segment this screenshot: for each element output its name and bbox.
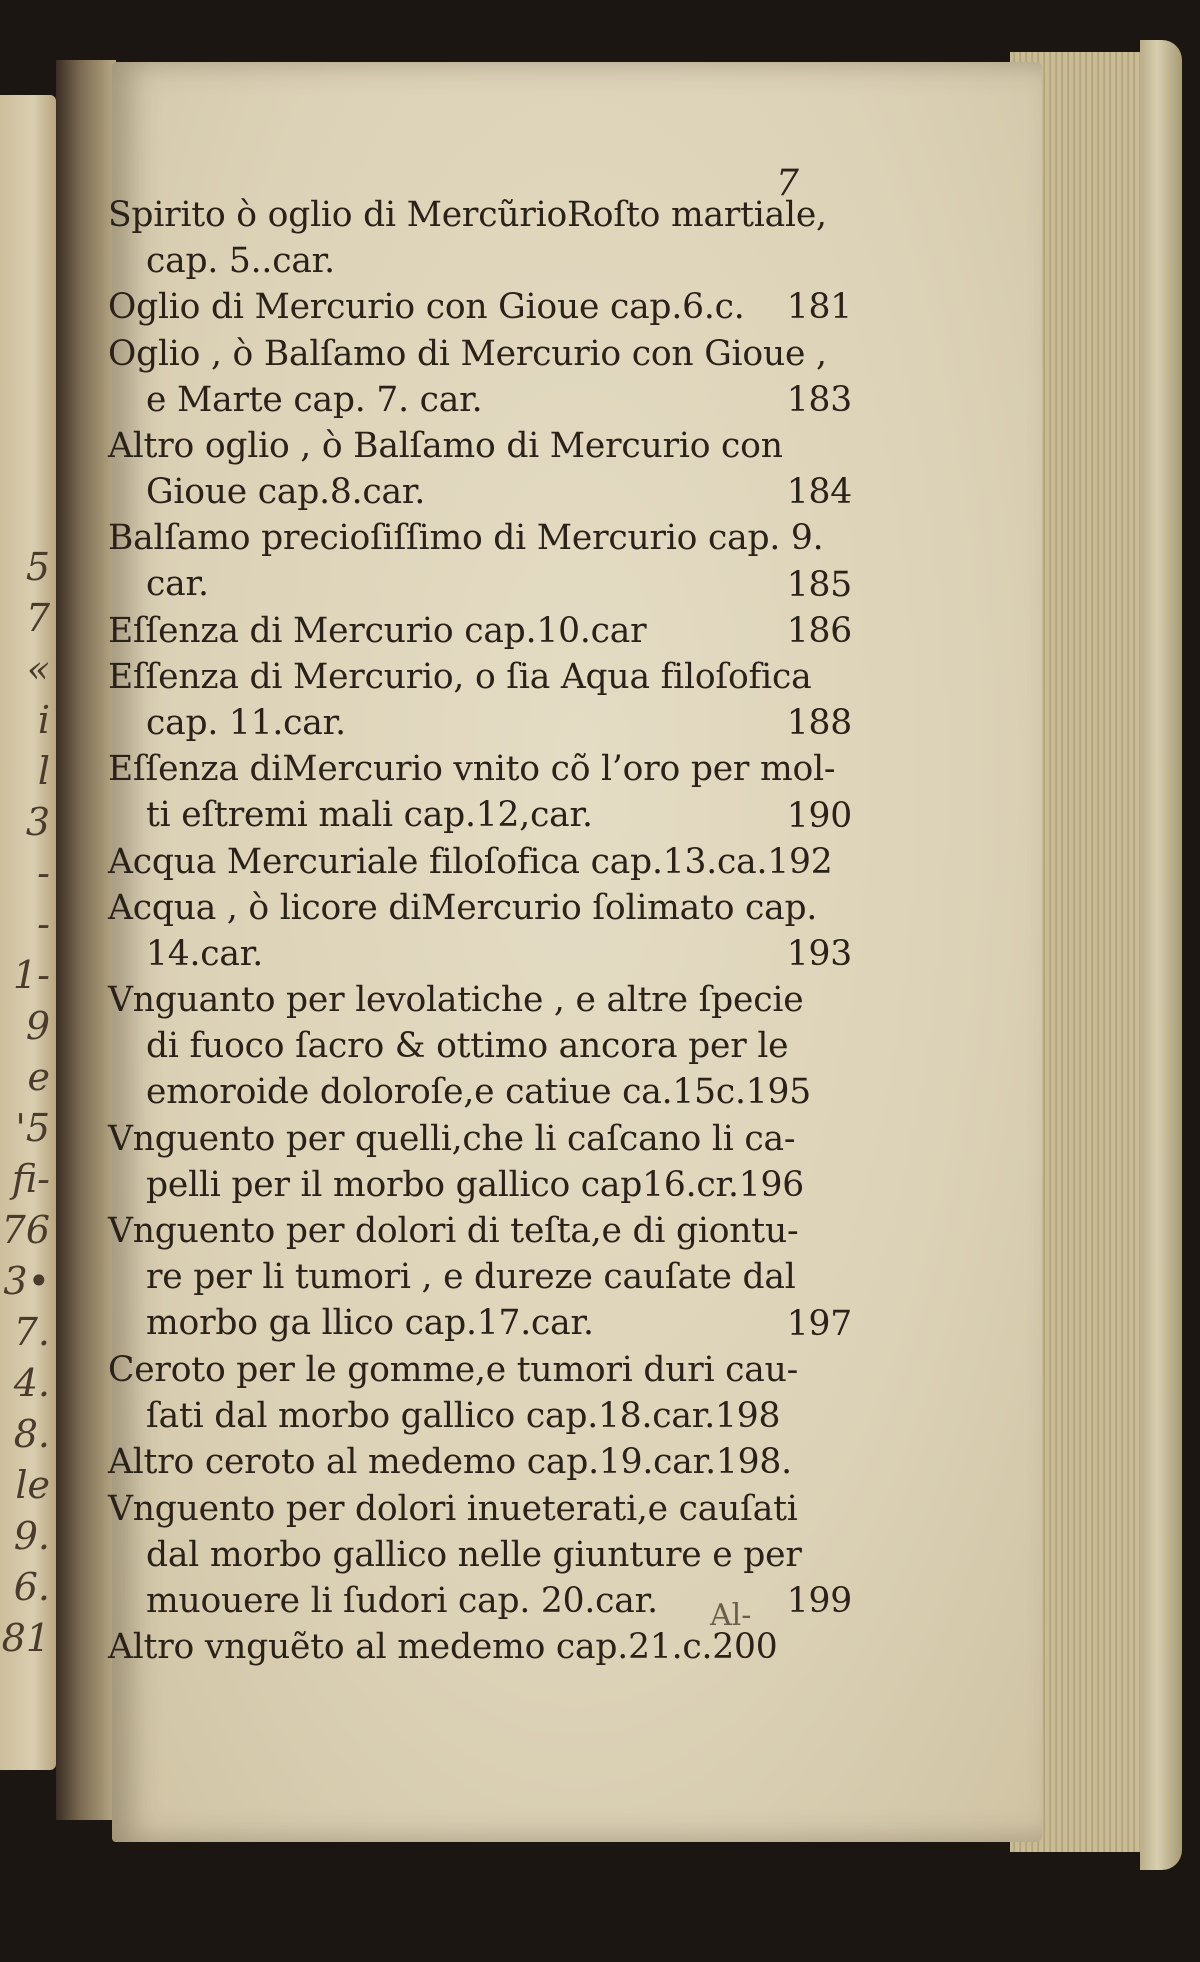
toc-entry-line: Acqua , ò licore diMercurio ſolimato cap. xyxy=(108,888,818,928)
toc-entry xyxy=(108,1211,852,1352)
facing-page-fragment: 81 xyxy=(1,1616,50,1660)
facing-page-fragment: 9. xyxy=(13,1514,50,1558)
toc-entry-page: 188 xyxy=(786,703,852,744)
toc-entry-line: cap. 5..car. xyxy=(146,241,335,281)
toc-entry-page: 199 xyxy=(786,1580,852,1621)
toc-entry-line: muouere li ſudori cap. 20.car. xyxy=(146,1580,658,1621)
book-gutter xyxy=(56,60,116,1820)
toc-entry xyxy=(108,426,852,521)
toc-entry-line: di fuoco ſacro & ottimo ancora per le xyxy=(146,1026,789,1067)
toc-entry xyxy=(108,841,848,891)
facing-page-fragment: 3 xyxy=(25,800,50,844)
facing-page-fragment: e xyxy=(27,1055,50,1099)
facing-page-fragment: - xyxy=(37,851,50,895)
toc-entry xyxy=(108,1350,848,1445)
toc-entry-line: Vnguento per dolori inueterati,e cauſati xyxy=(108,1488,798,1529)
facing-page-fragment: - xyxy=(37,902,50,946)
toc-entry-page: 186 xyxy=(786,610,852,651)
facing-page-fragment: le xyxy=(15,1463,50,1507)
toc-entry-line: re per li tumori , e dureze cauſate dal xyxy=(146,1257,796,1298)
toc-entry-line: Vnguento per quelli,che li caſcano li ca- xyxy=(108,1119,796,1159)
toc-entry-line: Acqua Mercuriale filoſofica cap.13.ca.192 xyxy=(108,841,833,882)
toc-entry-line: Eſſenza di Mercurio, o ſia Aqua filoſofica xyxy=(108,657,812,697)
facing-page-fragment: 4. xyxy=(13,1361,50,1405)
toc-entry-line: Eſſenza di Mercurio cap.10.car xyxy=(108,610,647,651)
cover-edge xyxy=(1140,40,1182,1870)
toc-entry xyxy=(108,888,852,983)
toc-entry-line: Spirito ò oglio di MercũrioRoſto martiale, xyxy=(108,195,827,235)
facing-page-fragment: '5 xyxy=(15,1106,50,1150)
toc-entry-line: pelli per il morbo gallico cap16.cr.196 xyxy=(146,1165,805,1205)
toc-entry-line: Oglio , ò Balſamo di Mercurio con Gioue , xyxy=(108,333,827,374)
facing-page-fragment: 6. xyxy=(13,1565,50,1609)
toc-entry xyxy=(108,333,852,429)
toc-entry-line: Altro vnguẽto al medemo cap.21.c.200 xyxy=(108,1627,778,1668)
toc-entry-page: 193 xyxy=(786,934,852,975)
toc-entry-line: 14.car. xyxy=(146,934,264,974)
facing-page-fragment: 3• xyxy=(3,1259,50,1303)
toc-entry-line: Gioue cap.8.car. xyxy=(146,472,426,512)
toc-entry-page: 190 xyxy=(786,795,852,836)
toc-entry-line: morbo ga llico cap.17.car. xyxy=(146,1303,594,1344)
toc-entry xyxy=(108,1627,848,1676)
catchword: Al- xyxy=(710,1598,752,1633)
toc-entry-line: cap. 11.car. xyxy=(146,703,346,743)
facing-page-fragment: i xyxy=(37,698,50,742)
toc-entry-line: dal morbo gallico nelle giunture e per xyxy=(146,1534,802,1575)
facing-page-fragment: 8. xyxy=(13,1412,50,1456)
toc-entry-line: Ceroto per le gomme,e tumori duri cau- xyxy=(108,1350,799,1390)
toc-entry-page: 184 xyxy=(786,472,852,513)
toc-entry-line: Balſamo precioſiſſimo di Mercurio cap. 9. xyxy=(108,518,824,559)
facing-page-fragment: 1- xyxy=(12,953,50,997)
toc-entry-line: ti eſtremi mali cap.12,car. xyxy=(146,795,593,836)
toc-entry-page: 197 xyxy=(786,1303,852,1344)
facing-page-edge xyxy=(0,95,56,1770)
facing-page-fragment: « xyxy=(26,647,50,691)
toc-entry-line: Oglio di Mercurio con Gioue cap.6.c. xyxy=(108,287,745,328)
toc-entry-line: Altro oglio , ò Balſamo di Mercurio con xyxy=(108,426,783,466)
toc-entry-line: Vnguanto per levolatiche , e altre ſpecie xyxy=(108,980,804,1021)
facing-page-fragment: 9 xyxy=(25,1004,50,1048)
toc-entry xyxy=(108,657,852,752)
toc-entry-line: ſati dal morbo gallico cap.18.car.198 xyxy=(146,1396,781,1436)
toc-entry-line: emoroide doloroſe,e catiue ca.15c.195 xyxy=(146,1072,812,1113)
toc-entry xyxy=(108,1442,848,1491)
toc-entry-line: e Marte cap. 7. car. xyxy=(146,379,483,420)
facing-page-fragment: 5 xyxy=(25,545,50,589)
toc-entry xyxy=(108,1119,848,1214)
toc-entry-line: Altro ceroto al medemo cap.19.car.198. xyxy=(108,1442,792,1483)
facing-page-fragment: 7 xyxy=(25,596,50,640)
facing-page-fragment: l xyxy=(37,749,50,793)
facing-page-fragment: 76 xyxy=(1,1208,50,1252)
toc-entry xyxy=(108,195,848,290)
facing-page-fragment: fi- xyxy=(11,1157,50,1201)
toc-entry xyxy=(108,287,852,336)
toc-entry-page: 181 xyxy=(786,287,852,328)
toc-entry-line: Vnguento per dolori di teſta,e di giontu- xyxy=(108,1211,799,1252)
toc-entry-page: 185 xyxy=(786,564,852,605)
toc-entry xyxy=(108,980,848,1121)
toc-entry xyxy=(108,518,852,613)
toc-entry xyxy=(108,610,852,660)
toc-entry-line: Eſſenza diMercurio vnito cõ l’oro per mol- xyxy=(108,749,836,790)
toc-entry-page: 183 xyxy=(786,379,852,420)
facing-page-fragment: 7. xyxy=(13,1310,50,1354)
toc-entry-line: car. xyxy=(146,564,209,605)
page-number: 7 xyxy=(776,163,799,204)
toc-entry xyxy=(108,749,852,844)
